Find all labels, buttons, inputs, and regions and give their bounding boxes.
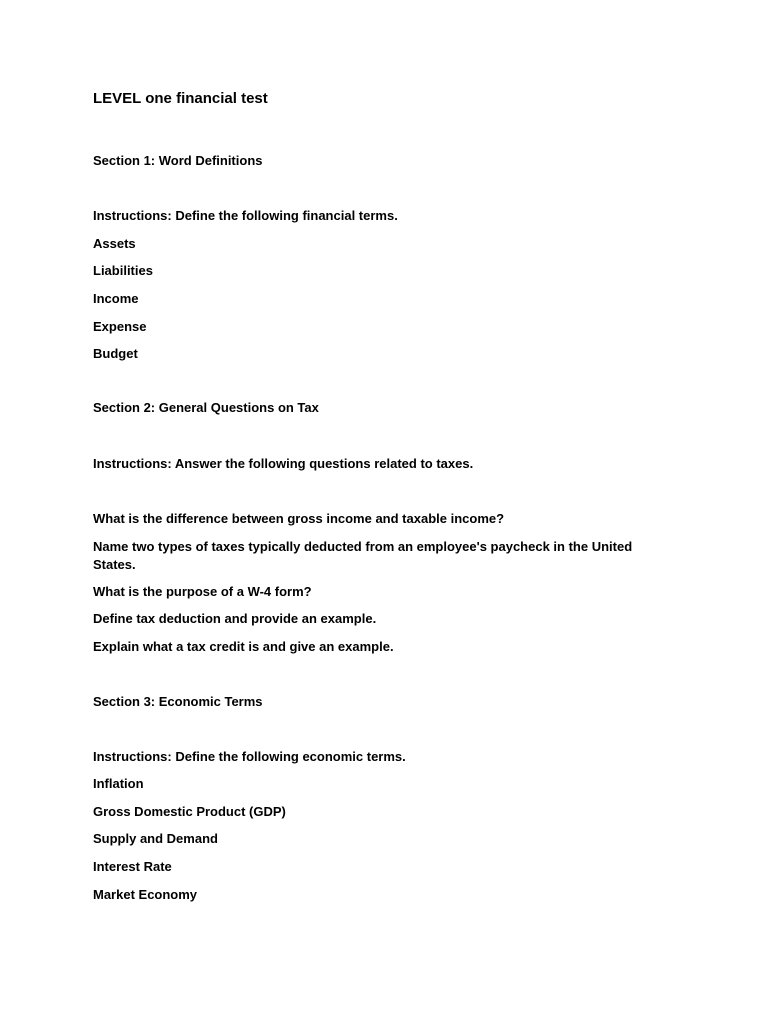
term-gdp: Gross Domestic Product (GDP) — [93, 804, 286, 819]
section-1-heading: Section 1: Word Definitions — [93, 153, 263, 168]
tax-question-3: What is the purpose of a W-4 form? — [93, 584, 312, 599]
term-supply-and-demand: Supply and Demand — [93, 831, 218, 846]
tax-question-1: What is the difference between gross income and taxable income? — [93, 511, 505, 526]
document-title: LEVEL one financial test — [93, 90, 268, 107]
term-interest-rate: Interest Rate — [93, 859, 172, 874]
term-liabilities: Liabilities — [93, 263, 153, 278]
term-expense: Expense — [93, 319, 147, 334]
term-income: Income — [93, 291, 139, 306]
section-3-instructions: Instructions: Define the following economic terms. — [93, 749, 406, 764]
tax-question-5: Explain what a tax credit is and give an example. — [93, 639, 394, 654]
term-market-economy: Market Economy — [93, 887, 198, 902]
tax-question-4: Define tax deduction and provide an example. — [93, 611, 377, 626]
section-2-instructions: Instructions: Answer the following questions related to taxes. — [93, 456, 474, 471]
term-assets: Assets — [93, 236, 136, 251]
term-inflation: Inflation — [93, 776, 144, 791]
section-1-instructions: Instructions: Define the following financial terms. — [93, 208, 398, 223]
section-2-heading: Section 2: General Questions on Tax — [93, 400, 319, 415]
term-budget: Budget — [93, 346, 138, 361]
tax-question-2: Name two types of taxes typically deducted from an employee's paycheck in the United States. — [93, 539, 633, 572]
section-3-heading: Section 3: Economic Terms — [93, 694, 263, 709]
